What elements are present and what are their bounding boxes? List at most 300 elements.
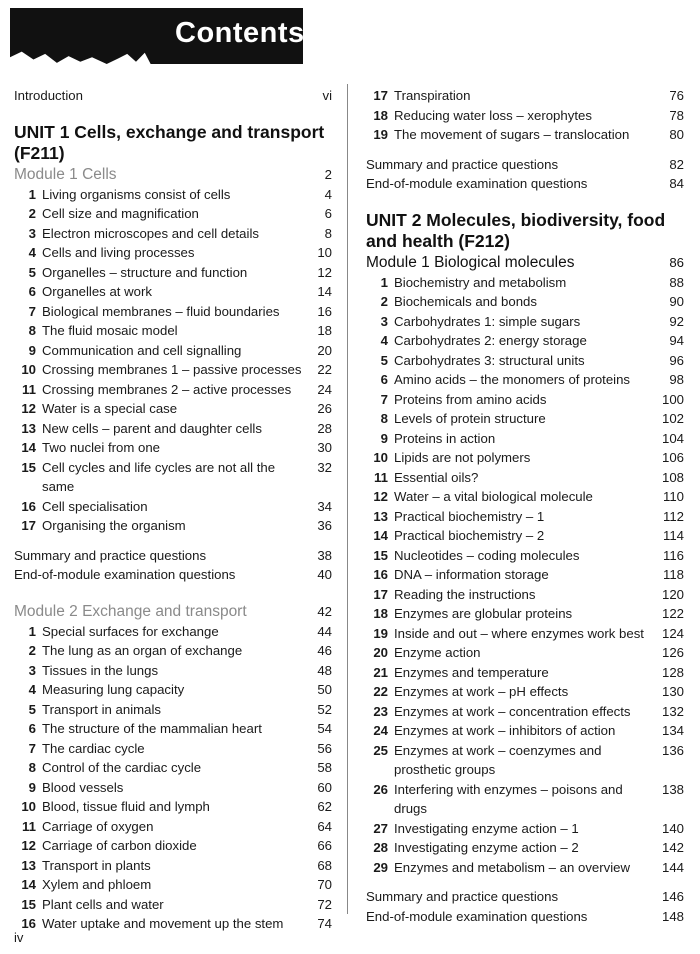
- entry-number: 21: [373, 664, 388, 680]
- entry-number: 24: [373, 723, 388, 738]
- entry-number: 23: [373, 703, 388, 719]
- entry-number: 17: [373, 88, 388, 103]
- entry-page: 60: [317, 779, 332, 795]
- toc-entry[interactable]: [14, 661, 332, 681]
- entry-title: Plant cells and water: [42, 896, 164, 912]
- entry-page: 132: [661, 703, 684, 719]
- entry-title: The cardiac cycle: [42, 740, 145, 756]
- left-column: [14, 86, 332, 934]
- unit1-module2-list: [14, 622, 332, 934]
- toc-entry[interactable]: [366, 741, 684, 780]
- entry-title: Living organisms consist of cells: [42, 186, 231, 202]
- entry-page: 8: [324, 225, 332, 241]
- entry-number: 1: [380, 274, 388, 290]
- entry-page: 10: [317, 245, 332, 260]
- page-title: Contents: [175, 17, 305, 49]
- module-heading-page: 86: [669, 254, 684, 270]
- entry-page: 66: [317, 838, 332, 853]
- entry-page: 144: [661, 859, 684, 875]
- entry-number: 18: [373, 107, 388, 123]
- toc-entry[interactable]: [14, 875, 332, 895]
- entry-page: 44: [317, 623, 332, 639]
- toc-entry[interactable]: [366, 86, 684, 106]
- entry-page: 34: [317, 498, 332, 514]
- entry-page: 124: [661, 625, 684, 641]
- toc-entry[interactable]: [14, 380, 332, 400]
- entry-page: 58: [317, 760, 332, 775]
- entry-page: 64: [317, 818, 332, 834]
- entry-page: 140: [661, 820, 684, 836]
- toc-entry[interactable]: [366, 624, 684, 644]
- entry-number: 8: [380, 411, 388, 426]
- entry-number: 9: [28, 779, 36, 795]
- entry-title: Enzymes and temperature: [394, 664, 549, 680]
- entry-title: Communication and cell signalling: [42, 342, 242, 358]
- exam-page: 148: [661, 908, 684, 924]
- entry-number: 3: [28, 225, 36, 241]
- entry-number: 14: [373, 528, 388, 543]
- entry-page: 112: [662, 508, 684, 524]
- entry-title: Measuring lung capacity: [42, 682, 185, 697]
- entry-title: Biochemistry and metabolism: [394, 274, 567, 290]
- entry-number: 19: [373, 625, 388, 641]
- entry-number: 10: [21, 362, 36, 377]
- entry-title: Carriage of carbon dioxide: [42, 838, 197, 853]
- toc-entry[interactable]: [366, 643, 684, 663]
- toc-entry[interactable]: [366, 331, 684, 351]
- entry-number: 22: [373, 684, 388, 699]
- entry-title: Enzymes at work – coenzymes and prosthetic groups: [394, 742, 602, 777]
- entry-title: The lung as an organ of exchange: [42, 643, 243, 658]
- toc-entry[interactable]: [14, 817, 332, 837]
- entry-title: Reading the instructions: [394, 586, 536, 602]
- entry-page: 6: [324, 206, 332, 221]
- toc-entry[interactable]: [366, 273, 684, 293]
- toc-entry[interactable]: [14, 856, 332, 876]
- entry-page: 36: [317, 518, 332, 533]
- toc-entry[interactable]: [14, 622, 332, 642]
- entry-title: Nucleotides – coding molecules: [394, 547, 580, 563]
- entry-title: Interfering with enzymes – poisons and drugs: [394, 781, 623, 816]
- module-heading-page: 2: [324, 166, 332, 182]
- entry-page: 18: [317, 323, 332, 338]
- entry-number: 5: [28, 264, 36, 280]
- entry-title: Special surfaces for exchange: [42, 623, 219, 639]
- entry-title: Lipids are not polymers: [394, 450, 531, 465]
- exam-page: 84: [669, 176, 684, 191]
- toc-entry[interactable]: [366, 507, 684, 527]
- entry-page: 76: [669, 88, 684, 103]
- entry-number: 1: [28, 623, 36, 639]
- column-divider: [347, 84, 348, 914]
- unit1-module2-exam[interactable]: [366, 174, 684, 194]
- entry-number: 8: [28, 760, 36, 775]
- entry-number: 18: [373, 606, 388, 621]
- entry-page: 52: [317, 701, 332, 717]
- toc-entry[interactable]: [366, 125, 684, 145]
- entry-number: 10: [21, 799, 36, 814]
- entry-number: 15: [21, 459, 36, 475]
- toc-entry[interactable]: [14, 263, 332, 283]
- introduction-entry[interactable]: [14, 86, 332, 106]
- toc-entry[interactable]: [14, 243, 332, 263]
- entry-title: The fluid mosaic model: [42, 323, 178, 338]
- entry-title: Tissues in the lungs: [42, 662, 159, 678]
- entry-number: 4: [28, 245, 36, 260]
- toc-entry[interactable]: [14, 458, 332, 497]
- entry-title: Carbohydrates 2: energy storage: [394, 333, 587, 348]
- entry-title: New cells – parent and daughter cells: [42, 420, 262, 436]
- entry-page: 72: [317, 896, 332, 912]
- entry-title: Investigating enzyme action – 1: [394, 820, 579, 836]
- entry-page: 74: [317, 916, 332, 931]
- entry-title: Cell specialisation: [42, 498, 148, 514]
- unit1-module2-summary[interactable]: [366, 155, 684, 175]
- entry-title: Carbohydrates 1: simple sugars: [394, 313, 581, 329]
- toc-entry[interactable]: [14, 438, 332, 458]
- entry-page: 116: [662, 547, 684, 563]
- toc-entry[interactable]: [14, 224, 332, 244]
- entry-page: 120: [661, 586, 684, 602]
- page-number: iv: [14, 930, 24, 945]
- summary-label: Summary and practice questions: [366, 889, 559, 904]
- entry-number: 13: [21, 857, 36, 873]
- unit1-module1-heading[interactable]: [14, 164, 332, 185]
- toc-entry[interactable]: [366, 604, 684, 624]
- entry-title: Xylem and phloem: [42, 877, 152, 892]
- entry-number: 8: [28, 323, 36, 338]
- toc-entry[interactable]: [14, 680, 332, 700]
- entry-number: 29: [373, 859, 388, 875]
- entry-page: 90: [669, 294, 684, 309]
- toc-entry[interactable]: [366, 546, 684, 566]
- unit2-module1-list: [366, 273, 684, 878]
- entry-page: 142: [661, 840, 684, 855]
- entry-page: 98: [669, 372, 684, 387]
- entry-title: Two nuclei from one: [42, 440, 161, 455]
- entry-title: Blood, tissue fluid and lymph: [42, 799, 210, 814]
- entry-number: 16: [21, 498, 36, 514]
- entry-page: 108: [661, 469, 684, 485]
- toc-entry[interactable]: [14, 758, 332, 778]
- entry-title: Enzyme action: [394, 645, 481, 660]
- entry-page: 12: [317, 264, 332, 280]
- toc-entry[interactable]: [14, 641, 332, 661]
- entry-title: Electron microscopes and cell details: [42, 225, 259, 241]
- entry-title: Biological membranes – fluid boundaries: [42, 303, 280, 319]
- entry-page: 62: [317, 799, 332, 814]
- entry-page: 56: [317, 740, 332, 756]
- entry-number: 15: [21, 896, 36, 912]
- toc-entry[interactable]: [14, 282, 332, 302]
- entry-page: 80: [669, 127, 684, 142]
- toc-entry[interactable]: [366, 682, 684, 702]
- toc-entry[interactable]: [14, 321, 332, 341]
- toc-entry[interactable]: [14, 836, 332, 856]
- entry-title: Proteins from amino acids: [394, 391, 547, 407]
- entry-page: 50: [317, 682, 332, 697]
- unit1-module2-heading[interactable]: [14, 601, 332, 622]
- entry-number: 11: [374, 469, 388, 485]
- entry-page: 24: [317, 381, 332, 397]
- entry-number: 7: [28, 303, 36, 319]
- entry-number: 4: [380, 333, 388, 348]
- module-heading-text: Module 1 Cells: [14, 165, 117, 183]
- entry-title: Organising the organism: [42, 518, 186, 533]
- entry-title: Control of the cardiac cycle: [42, 760, 202, 775]
- toc-entry[interactable]: [366, 351, 684, 371]
- entry-number: 7: [380, 391, 388, 407]
- toc-entry[interactable]: [14, 302, 332, 322]
- entry-number: 2: [380, 294, 388, 309]
- unit2-module1-heading[interactable]: [366, 252, 684, 273]
- unit2-heading: UNIT 2 Molecules, biodiversity, food and health (F212): [366, 209, 666, 251]
- entry-number: 17: [373, 586, 388, 602]
- entry-title: Biochemicals and bonds: [394, 294, 537, 309]
- entry-number: 17: [21, 518, 36, 533]
- toc-entry[interactable]: [366, 526, 684, 546]
- entry-number: 25: [373, 742, 388, 758]
- toc-entry[interactable]: [366, 370, 684, 390]
- entry-title: The structure of the mammalian heart: [42, 721, 262, 736]
- summary-label: Summary and practice questions: [14, 547, 207, 563]
- entry-number: 12: [21, 401, 36, 416]
- entry-title: Enzymes at work – pH effects: [394, 684, 569, 699]
- entry-number: 13: [373, 508, 388, 524]
- entry-title: Investigating enzyme action – 2: [394, 840, 579, 855]
- entry-page: 92: [669, 313, 684, 329]
- entry-number: 3: [380, 313, 388, 329]
- entry-page: 106: [661, 450, 684, 465]
- toc-entry[interactable]: [366, 312, 684, 332]
- entry-number: 2: [28, 643, 36, 658]
- entry-number: 14: [21, 877, 36, 892]
- entry-number: 2: [28, 206, 36, 221]
- toc-entry[interactable]: [14, 895, 332, 915]
- toc-entry[interactable]: [366, 838, 684, 858]
- entry-title: Cells and living processes: [42, 245, 195, 260]
- exam-label: End-of-module examination questions: [366, 176, 588, 191]
- toc-entry[interactable]: [14, 185, 332, 205]
- entry-number: 12: [373, 489, 388, 504]
- entry-page: 14: [317, 284, 332, 299]
- toc-entry[interactable]: [366, 468, 684, 488]
- entry-title: Crossing membranes 1 – passive processes: [42, 362, 302, 377]
- entry-number: 13: [21, 420, 36, 436]
- entry-number: 27: [373, 820, 388, 836]
- entry-number: 14: [21, 440, 36, 455]
- entry-number: 6: [380, 372, 388, 387]
- entry-page: 102: [661, 411, 684, 426]
- toc-entry[interactable]: [366, 390, 684, 410]
- entry-title: Enzymes at work – inhibitors of action: [394, 723, 616, 738]
- entry-page: 110: [662, 489, 684, 504]
- right-column: [366, 86, 684, 926]
- entry-title: DNA – information storage: [394, 567, 549, 582]
- entry-page: 100: [661, 391, 684, 407]
- entry-number: 4: [28, 682, 36, 697]
- toc-entry[interactable]: [366, 292, 684, 312]
- entry-title: Enzymes and metabolism – an overview: [394, 859, 631, 875]
- entry-title: Water uptake and movement up the stem: [42, 916, 284, 931]
- exam-label: End-of-module examination questions: [14, 567, 236, 582]
- summary-page: 38: [317, 547, 332, 563]
- entry-number: 11: [22, 381, 36, 397]
- entry-page: 122: [661, 606, 684, 621]
- entry-page: 130: [661, 684, 684, 699]
- unit2-module1-summary[interactable]: [366, 887, 684, 907]
- unit2-module1-exam[interactable]: [366, 907, 684, 927]
- toc-entry[interactable]: [366, 429, 684, 449]
- entry-number: 6: [28, 284, 36, 299]
- toc-entry[interactable]: [14, 341, 332, 361]
- entry-title: Reducing water loss – xerophytes: [394, 107, 592, 123]
- module-heading-page: 42: [317, 603, 332, 619]
- toc-entry[interactable]: [366, 780, 684, 819]
- toc-entry[interactable]: [14, 399, 332, 419]
- unit1-module1-summary[interactable]: [14, 546, 332, 566]
- entry-page: 16: [317, 303, 332, 319]
- entry-title: The movement of sugars – translocation: [394, 127, 630, 142]
- entry-page: 96: [669, 352, 684, 368]
- entry-number: 16: [21, 916, 36, 931]
- module-heading-text: Module 1 Biological molecules: [366, 253, 575, 271]
- entry-number: 3: [28, 662, 36, 678]
- entry-page: 136: [661, 742, 684, 758]
- toc-entry[interactable]: [366, 663, 684, 683]
- toc-entry[interactable]: [14, 516, 332, 536]
- entry-number: 1: [28, 186, 36, 202]
- entry-title: Blood vessels: [42, 779, 124, 795]
- unit1-module1-list: [14, 185, 332, 536]
- exam-page: 40: [317, 567, 332, 582]
- toc-entry[interactable]: [14, 360, 332, 380]
- introduction-label: Introduction: [14, 88, 83, 103]
- toc-entry[interactable]: [366, 721, 684, 741]
- entry-title: Water – a vital biological molecule: [394, 489, 593, 504]
- entry-page: 88: [669, 274, 684, 290]
- entry-title: Proteins in action: [394, 430, 496, 446]
- entry-page: 32: [317, 459, 332, 475]
- entry-title: Organelles at work: [42, 284, 152, 299]
- entry-page: 30: [317, 440, 332, 455]
- entry-number: 7: [28, 740, 36, 756]
- entry-page: 70: [317, 877, 332, 892]
- entry-number: 11: [22, 818, 36, 834]
- entry-page: 4: [324, 186, 332, 202]
- unit1-module1-exam[interactable]: [14, 565, 332, 585]
- entry-page: 94: [669, 333, 684, 348]
- entry-title: Amino acids – the monomers of proteins: [394, 372, 631, 387]
- entry-title: Cell cycles and life cycles are not all the same: [42, 459, 276, 494]
- entry-number: 10: [373, 450, 388, 465]
- toc-entry[interactable]: [14, 797, 332, 817]
- toc-entry[interactable]: [14, 419, 332, 439]
- entry-title: Transport in animals: [42, 701, 161, 717]
- toc-entry[interactable]: [366, 565, 684, 585]
- entry-page: 54: [317, 721, 332, 736]
- toc-entry[interactable]: [366, 819, 684, 839]
- toc-entry[interactable]: [366, 585, 684, 605]
- entry-number: 16: [373, 567, 388, 582]
- entry-title: Practical biochemistry – 2: [394, 528, 545, 543]
- toc-entry[interactable]: [14, 700, 332, 720]
- entry-page: 26: [317, 401, 332, 416]
- unit1-module2-list-continued: [366, 86, 684, 145]
- entry-title: Transport in plants: [42, 857, 151, 873]
- entry-page: 68: [317, 857, 332, 873]
- toc-entry[interactable]: [14, 497, 332, 517]
- summary-page: 82: [669, 156, 684, 172]
- entry-number: 19: [373, 127, 388, 142]
- entry-number: 26: [373, 781, 388, 797]
- toc-entry[interactable]: [14, 204, 332, 224]
- summary-label: Summary and practice questions: [366, 156, 559, 172]
- entry-page: 134: [661, 723, 684, 738]
- entry-title: Cell size and magnification: [42, 206, 199, 221]
- entry-page: 118: [662, 567, 684, 582]
- entry-page: 126: [661, 645, 684, 660]
- entry-page: 104: [661, 430, 684, 446]
- entry-title: Enzymes are globular proteins: [394, 606, 573, 621]
- toc-entry[interactable]: [14, 739, 332, 759]
- entry-title: Water is a special case: [42, 401, 178, 416]
- summary-page: 146: [661, 889, 684, 904]
- entry-title: Transpiration: [394, 88, 471, 103]
- module-heading-text: Module 2 Exchange and transport: [14, 602, 247, 620]
- entry-page: 48: [317, 662, 332, 678]
- entry-title: Inside and out – where enzymes work best: [394, 625, 644, 641]
- unit1-heading: UNIT 1 Cells, exchange and transport (F211): [14, 121, 325, 163]
- entry-number: 6: [28, 721, 36, 736]
- entry-page: 78: [669, 107, 684, 123]
- toc-entry[interactable]: [366, 106, 684, 126]
- toc-entry[interactable]: [14, 914, 332, 934]
- entry-page: 128: [661, 664, 684, 680]
- toc-entry[interactable]: [366, 487, 684, 507]
- entry-page: 20: [317, 342, 332, 358]
- entry-number: 12: [21, 838, 36, 853]
- entry-number: 28: [373, 840, 388, 855]
- entry-page: 114: [662, 528, 684, 543]
- toc-entry[interactable]: [366, 448, 684, 468]
- entry-title: Practical biochemistry – 1: [394, 508, 545, 524]
- entry-title: Levels of protein structure: [394, 411, 546, 426]
- entry-title: Organelles – structure and function: [42, 264, 248, 280]
- toc-entry[interactable]: [366, 702, 684, 722]
- entry-page: 22: [317, 362, 332, 377]
- entry-number: 9: [28, 342, 36, 358]
- entry-page: 46: [317, 643, 332, 658]
- entry-number: 9: [380, 430, 388, 446]
- entry-page: 138: [661, 781, 684, 797]
- introduction-page: vi: [322, 88, 332, 103]
- toc-entry[interactable]: [14, 778, 332, 798]
- entry-number: 20: [373, 645, 388, 660]
- entry-number: 5: [380, 352, 388, 368]
- toc-entry[interactable]: [366, 858, 684, 878]
- entry-title: Enzymes at work – concentration effects: [394, 703, 631, 719]
- entry-title: Carbohydrates 3: structural units: [394, 352, 585, 368]
- entry-number: 5: [28, 701, 36, 717]
- exam-label: End-of-module examination questions: [366, 908, 588, 924]
- toc-entry[interactable]: [14, 719, 332, 739]
- entry-title: Essential oils?: [394, 469, 479, 485]
- entry-number: 15: [373, 547, 388, 563]
- toc-entry[interactable]: [366, 409, 684, 429]
- entry-title: Crossing membranes 2 – active processes: [42, 381, 292, 397]
- entry-page: 28: [317, 420, 332, 436]
